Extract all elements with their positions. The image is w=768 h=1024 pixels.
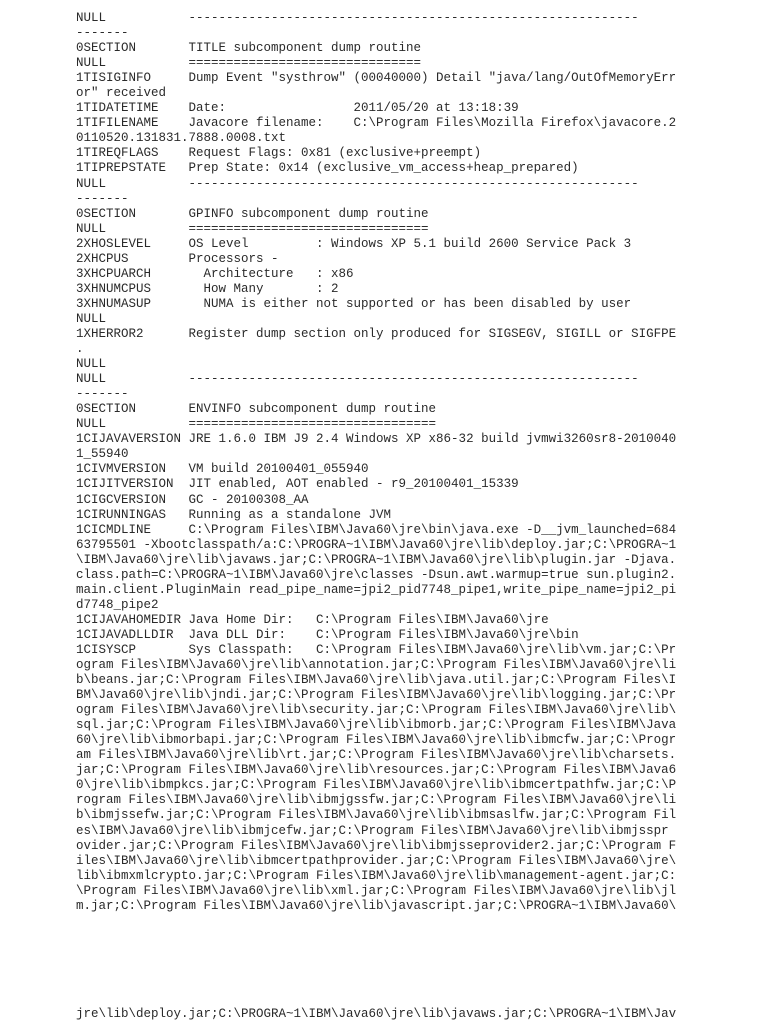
dump-line: or" received xyxy=(76,86,167,101)
dump-line: 3XHNUMASUP NUMA is either not supported or has been disabled by user xyxy=(76,296,632,311)
dump-line: 3XHNUMCPUS How Many : 2 xyxy=(76,281,339,296)
javacore-dump-text xyxy=(76,11,676,914)
dump-line: 1CIJAVADLLDIR Java DLL Dir: C:\Program Files\IBM\Java60\jre\bin xyxy=(76,627,579,642)
dump-line: m.jar;C:\Program Files\IBM\Java60\jre\lib\javascript.jar;C:\PROGRA~1\IBM\Java60\ xyxy=(76,898,677,913)
dump-line: 1CICMDLINE C:\Program Files\IBM\Java60\jre\bin\java.exe -D__jvm_launched=684 xyxy=(76,522,677,537)
dump-line: jar;C:\Program Files\IBM\Java60\jre\lib\resources.jar;C:\Program Files\IBM\Java6 xyxy=(76,763,677,778)
continuation-line: jre\lib\deploy.jar;C:\PROGRA~1\IBM\Java60\jre\lib\javaws.jar;C:\PROGRA~1\IBM\Jav xyxy=(76,1007,677,1021)
dump-line: 2XHCPUS Processors - xyxy=(76,251,279,266)
dump-line: b\beans.jar;C:\Program Files\IBM\Java60\jre\lib\java.util.jar;C:\Program Files\I xyxy=(76,673,677,688)
dump-line: 1XHERROR2 Register dump section only produced for SIGSEGV, SIGILL or SIGFPE xyxy=(76,326,677,341)
dump-line: BM\Java60\jre\lib\jndi.jar;C:\Program Files\IBM\Java60\jre\lib\logging.jar;C:\Pr xyxy=(76,688,677,703)
dump-line: 1CISYSCP Sys Classpath: C:\Program Files\IBM\Java60\jre\lib\vm.jar;C:\Pr xyxy=(76,642,677,657)
dump-line: b\ibmjssefw.jar;C:\Program Files\IBM\Java60\jre\lib\ibmsaslfw.jar;C:\Program Fil xyxy=(76,808,677,823)
dump-line: 1CIRUNNINGAS Running as a standalone JVM xyxy=(76,507,392,522)
dump-line: 1TIDATETIME Date: 2011/05/20 at 13:18:39 xyxy=(76,101,519,116)
dump-line: 1CIJITVERSION JIT enabled, AOT enabled - r9_20100401_15339 xyxy=(76,477,519,492)
dump-line: ------- xyxy=(76,387,129,402)
dump-line: \Program Files\IBM\Java60\jre\lib\xml.jar;C:\Program Files\IBM\Java60\jre\lib\jl xyxy=(76,883,677,898)
dump-line: ovider.jar;C:\Program Files\IBM\Java60\jre\lib\ibmjsseprovider2.jar;C:\Program F xyxy=(76,838,677,853)
dump-line: 2XHOSLEVEL OS Level : Windows XP 5.1 build 2600 Service Pack 3 xyxy=(76,236,632,251)
dump-line: NULL ================================= xyxy=(76,417,437,432)
dump-line: NULL =============================== xyxy=(76,56,422,71)
dump-line: d7748_pipe2 xyxy=(76,597,159,612)
dump-line: rogram Files\IBM\Java60\jre\lib\ibmjgssfw.jar;C:\Program Files\IBM\Java60\jre\li xyxy=(76,793,677,808)
dump-line: sql.jar;C:\Program Files\IBM\Java60\jre\lib\ibmorb.jar;C:\Program Files\IBM\Java xyxy=(76,718,677,733)
dump-line: es\IBM\Java60\jre\lib\ibmjcefw.jar;C:\Program Files\IBM\Java60\jre\lib\ibmjsspr xyxy=(76,823,669,838)
dump-line: NULL ================================ xyxy=(76,221,429,236)
dump-line: ogram Files\IBM\Java60\jre\lib\annotation.jar;C:\Program Files\IBM\Java60\jre\li xyxy=(76,658,677,673)
dump-line: ------- xyxy=(76,26,129,41)
dump-line: ------- xyxy=(76,191,129,206)
dump-line: 0SECTION ENVINFO subcomponent dump routine xyxy=(76,402,437,417)
dump-line: 63795501 -Xbootclasspath/a:C:\PROGRA~1\IBM\Java60\jre\lib\deploy.jar;C:\PROGRA~1 xyxy=(76,537,677,552)
dump-line: 1CIGCVERSION GC - 20100308_AA xyxy=(76,492,309,507)
dump-line: 1CIJAVAVERSION JRE 1.6.0 IBM J9 2.4 Windows XP x86-32 build jvmwi3260sr8-2010040 xyxy=(76,432,677,447)
dump-line: NULL ------------------------------------------------------------ xyxy=(76,176,639,191)
dump-line: 0\jre\lib\ibmpkcs.jar;C:\Program Files\IBM\Java60\jre\lib\ibmcertpathfw.jar;C:\P xyxy=(76,778,677,793)
dump-line: lib\ibmxmlcrypto.jar;C:\Program Files\IBM\Java60\jre\lib\management-agent.jar;C: xyxy=(76,868,677,883)
dump-line: 60\jre\lib\ibmorbapi.jar;C:\Program Files\IBM\Java60\jre\lib\ibmcfw.jar;C:\Progr xyxy=(76,733,677,748)
dump-line: NULL xyxy=(76,311,107,326)
dump-line: 1CIJAVAHOMEDIR Java Home Dir: C:\Program Files\IBM\Java60\jre xyxy=(76,612,549,627)
dump-line: NULL ------------------------------------------------------------ xyxy=(76,11,639,25)
dump-line: 1TISIGINFO Dump Event "systhrow" (00040000) Detail "java/lang/OutOfMemoryErr xyxy=(76,71,677,86)
dump-line: 1TIREQFLAGS Request Flags: 0x81 (exclusive+preempt) xyxy=(76,146,482,161)
dump-line: iles\IBM\Java60\jre\lib\ibmcertpathprovider.jar;C:\Program Files\IBM\Java60\jre\ xyxy=(76,853,677,868)
dump-line: 0SECTION TITLE subcomponent dump routine xyxy=(76,41,422,56)
dump-line: 0110520.131831.7888.0008.txt xyxy=(76,131,287,146)
dump-line: class.path=C:\PROGRA~1\IBM\Java60\jre\classes -Dsun.awt.warmup=true sun.plugin2. xyxy=(76,567,677,582)
dump-line: NULL xyxy=(76,357,107,372)
dump-line: 3XHCPUARCH Architecture : x86 xyxy=(76,266,354,281)
dump-line: 1TIPREPSTATE Prep State: 0x14 (exclusive_vm_access+heap_prepared) xyxy=(76,161,579,176)
dump-line: main.client.PluginMain read_pipe_name=jpi2_pid7748_pipe1,write_pipe_name=jpi2_pi xyxy=(76,582,677,597)
dump-line: 0SECTION GPINFO subcomponent dump routine xyxy=(76,206,429,221)
dump-line: . xyxy=(76,342,84,357)
dump-line: 1CIVMVERSION VM build 20100401_055940 xyxy=(76,462,369,477)
dump-line: am Files\IBM\Java60\jre\lib\rt.jar;C:\Program Files\IBM\Java60\jre\lib\charsets. xyxy=(76,748,677,763)
dump-line: NULL ------------------------------------------------------------ xyxy=(76,372,639,387)
dump-line: \IBM\Java60\jre\lib\javaws.jar;C:\PROGRA~1\IBM\Java60\jre\lib\plugin.jar -Djava. xyxy=(76,552,677,567)
dump-line: 1_55940 xyxy=(76,447,129,462)
dump-line: 1TIFILENAME Javacore filename: C:\Program Files\Mozilla Firefox\javacore.2 xyxy=(76,116,677,131)
dump-line: ogram Files\IBM\Java60\jre\lib\security.jar;C:\Program Files\IBM\Java60\jre\lib\ xyxy=(76,703,677,718)
